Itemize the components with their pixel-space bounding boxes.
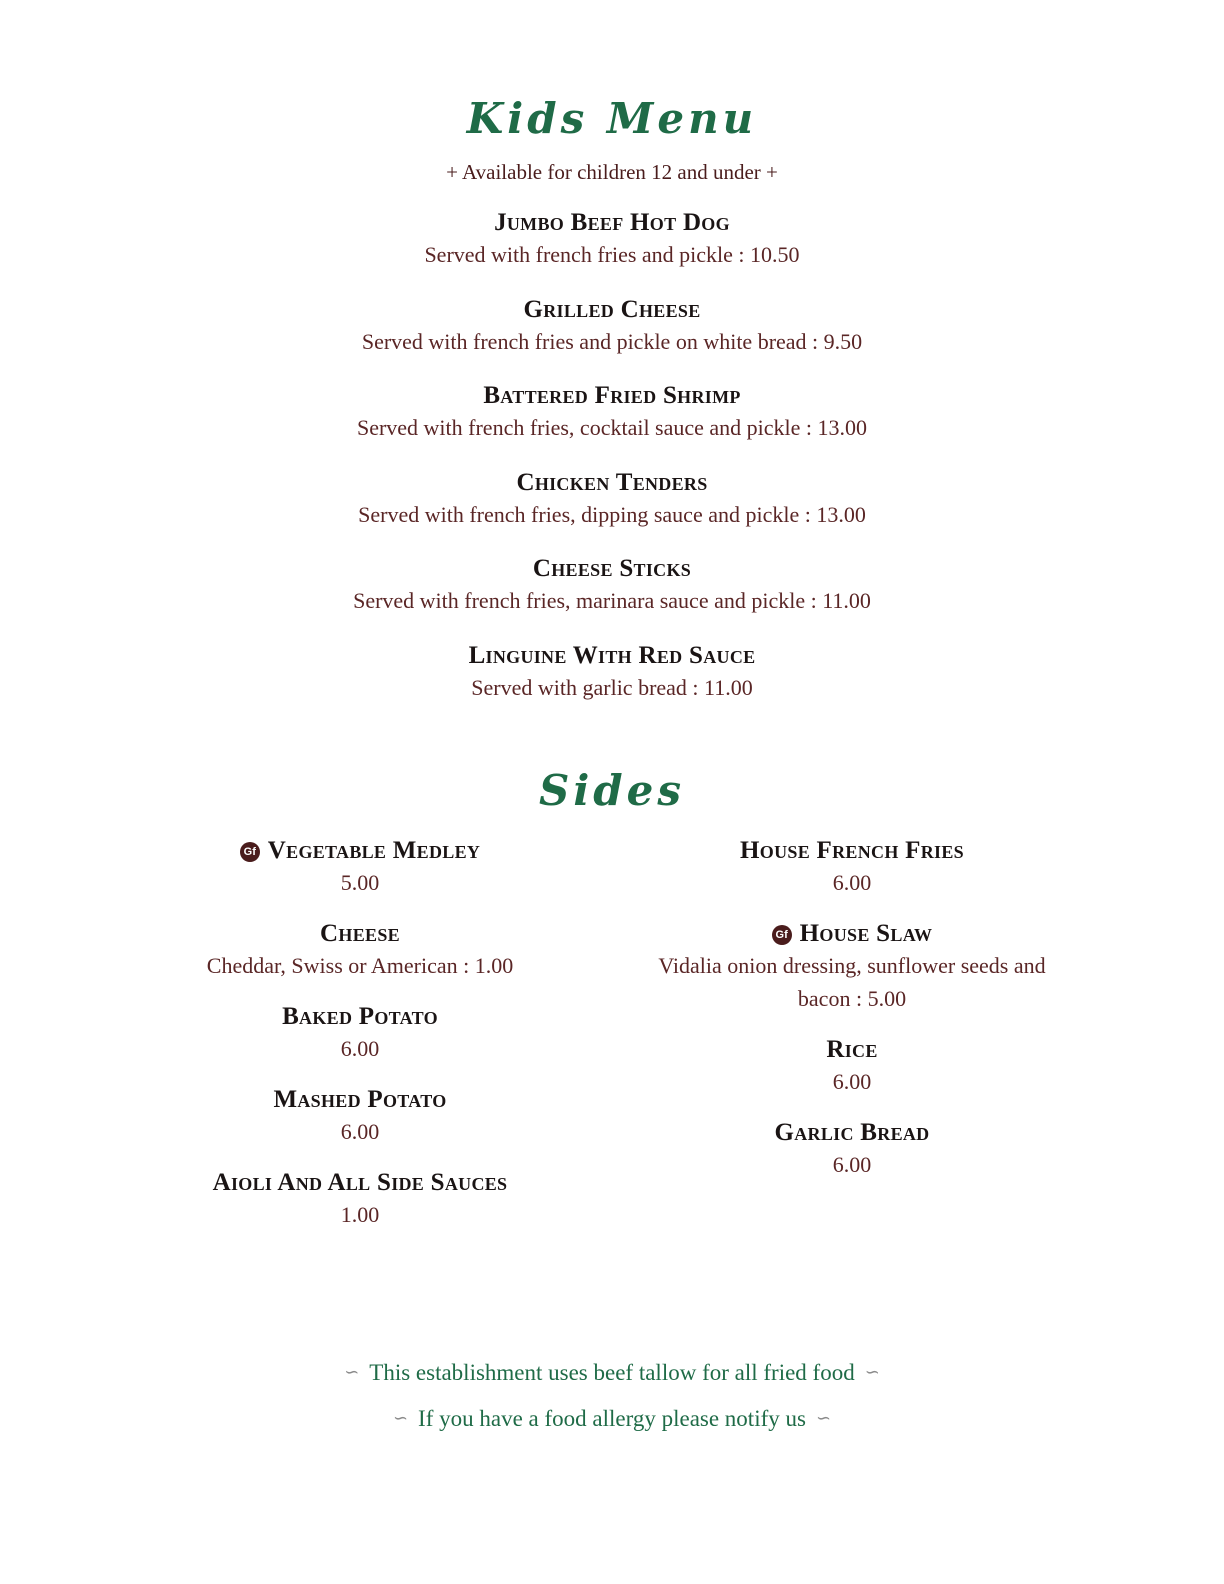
gluten-free-icon: Gf [772, 925, 792, 945]
note-line [0, 1350, 1224, 1396]
item-name: Jumbo Beef Hot Dog [494, 209, 730, 236]
side-item [180, 1168, 540, 1231]
kids-menu-list [312, 208, 912, 727]
side-item [180, 919, 540, 982]
item-description: Served with french fries, dipping sauce and pickle : 13.00 [358, 501, 866, 527]
note-text: This establishment uses beef tallow for all fried food [369, 1360, 855, 1385]
kids-menu-item [312, 295, 912, 382]
item-price: 6.00 [340, 1036, 380, 1061]
item-description: Served with garlic bread : 11.00 [471, 674, 753, 700]
item-description: Cheddar, Swiss or American : 1.00 [206, 953, 514, 978]
kids-menu-item [312, 468, 912, 555]
item-name: Cheese [320, 920, 400, 947]
item-name: Baked Potato [282, 1003, 438, 1030]
scroll-flourish-icon: ∽ [392, 1408, 409, 1429]
item-description: Served with french fries, cocktail sauce and pickle : 13.00 [356, 415, 868, 440]
item-name: House Slaw [799, 920, 933, 947]
item-price: 6.00 [832, 1069, 872, 1094]
footer-notes [0, 1350, 1224, 1442]
item-name-row [180, 836, 540, 866]
item-name: Grilled Cheese [523, 295, 701, 323]
item-description: Served with french fries and pickle : 10.50 [424, 242, 800, 267]
note-text: If you have a food allergy please notify us [418, 1406, 806, 1431]
note-line [0, 1396, 1224, 1442]
kids-menu-title: Kids Menu [466, 94, 758, 143]
item-price: 6.00 [832, 870, 872, 895]
side-item [180, 1085, 540, 1148]
item-name: Vegetable Medley [267, 837, 481, 864]
kids-menu-item [312, 381, 912, 468]
side-item [632, 836, 1072, 899]
sides-title: Sides [538, 766, 686, 815]
sides-right-column [632, 836, 1072, 1201]
kids-menu-item [312, 554, 912, 641]
side-item [180, 836, 540, 899]
item-name: Battered Fried Shrimp [483, 382, 741, 409]
item-name: Aioli And All Side Sauces [212, 1169, 508, 1196]
item-name: Linguine With Red Sauce [468, 641, 756, 669]
gluten-free-icon: Gf [240, 842, 260, 862]
scroll-flourish-icon: ∽ [344, 1362, 360, 1383]
item-name: Garlic Bread [774, 1119, 930, 1146]
item-description: Served with french fries, marinara sauce and pickle : 11.00 [353, 588, 871, 613]
kids-menu-subtitle: + Available for children 12 and under + [446, 160, 778, 184]
item-name: Cheese Sticks [532, 555, 692, 582]
item-description: Served with french fries and pickle on white bread : 9.50 [361, 328, 863, 354]
item-price: 1.00 [340, 1202, 380, 1227]
item-price: 6.00 [340, 1119, 380, 1144]
item-name: Rice [826, 1036, 878, 1063]
scroll-flourish-icon: ∽ [864, 1362, 880, 1383]
item-name-row [632, 919, 1072, 949]
item-name: House French Fries [740, 837, 964, 864]
side-item [180, 1002, 540, 1065]
item-description: Vidalia onion dressing, sunflower seeds and bacon : 5.00 [658, 953, 1046, 1011]
item-name: Chicken Tenders [516, 468, 708, 496]
side-item [632, 1035, 1072, 1098]
item-name: Mashed Potato [273, 1086, 447, 1113]
sides-left-column [180, 836, 540, 1251]
side-item [632, 919, 1072, 1015]
kids-menu-item [312, 208, 912, 295]
scroll-flourish-icon: ∽ [815, 1408, 832, 1429]
item-price: 6.00 [832, 1152, 872, 1177]
side-item [632, 1118, 1072, 1181]
kids-menu-item [312, 641, 912, 728]
item-price: 5.00 [340, 870, 380, 895]
